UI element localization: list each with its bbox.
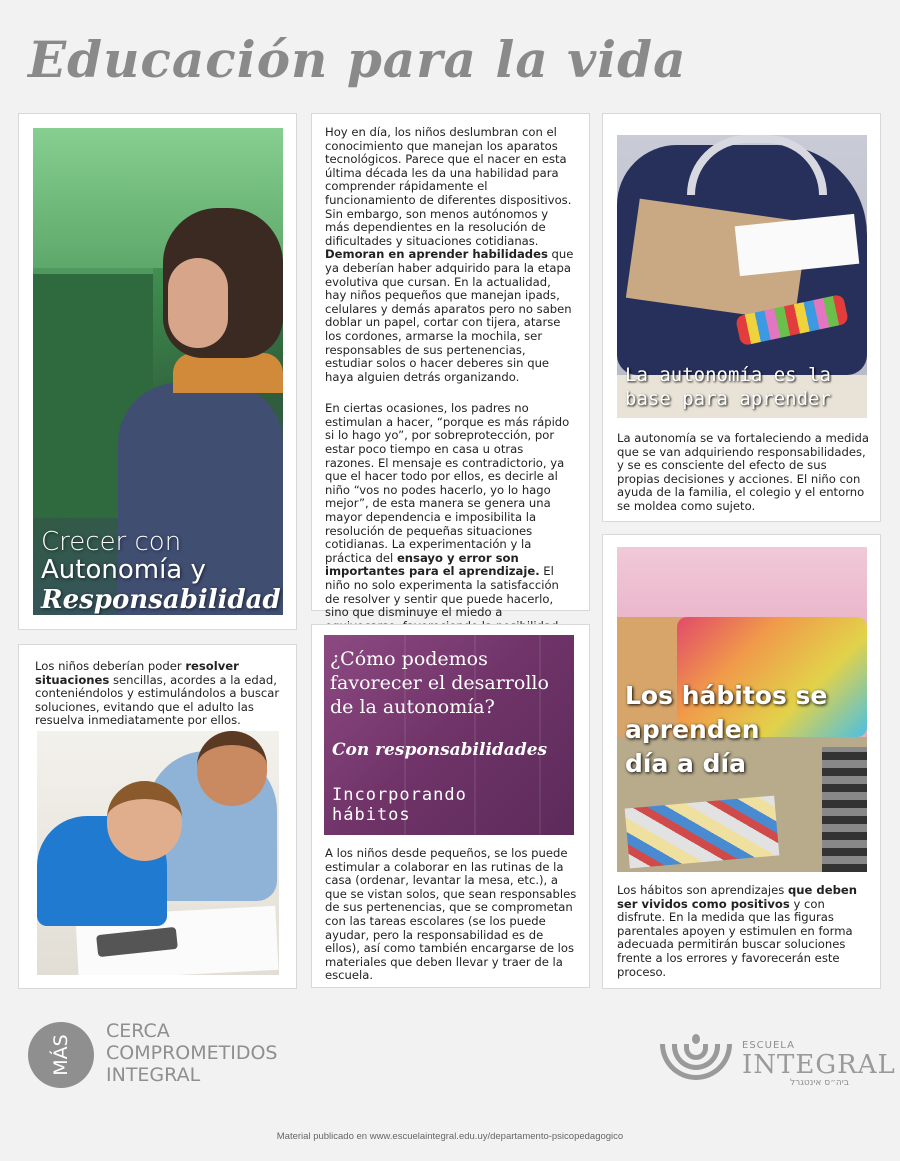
como-text: A los niños desde pequeños, se los puede estimular a colaborar en las rutinas de la casa (ordenar, levantar la mesa, etc.), a que se vistan solos, que sean responsables de sus pertenencias, que se comprometan con las tareas escolares (se los puede ayudar, pero la responsabilidad es de ellos), así como también encargarse de los materiales que deben llevar y traer de la escuela. [325,846,577,983]
bold-span: que deben ser vividos como positivos [617,883,857,911]
sub-heading-2 [332,785,467,825]
habitos-overlay [625,679,827,781]
logo-hebrew: ביה״ס אינטגרל [790,1078,849,1088]
logo-escuela: ESCUELA [742,1040,795,1051]
tagline-line: CERCA [106,1020,170,1042]
card-resolver [18,644,297,989]
text-span: Hoy en día, los niños deslumbran con el conocimiento que manejan los aparatos tecnológicos. Parece que el nacer en esta última década les da una habilidad para comprender rápidamente el funcionamiento de diferentes dispositivos. Sin embargo, son menos autónomos y más dependientes en la resolución de dificultades y situaciones cotidianas. [325,125,572,248]
overlay-line: Autonomía y [41,555,206,585]
father-son-photo [37,731,279,975]
mas-logo [28,1022,94,1088]
flame-icon [692,1034,700,1044]
text-span: Los niños deberían poder [35,659,186,673]
page-title: Educación para la vida [28,30,687,89]
text-span: En ciertas ocasiones, los padres no estimulan a hacer, “porque es más rápido si lo hago yo”, por sobreprotección, por estar poco tiempo en casa u otras razones. El mensaje es contradictorio, ya que el hacer todo por ellos, es decirle al niño “vos no podes hacerlo, yo lo hago mejor”, de esta manera se genera una mayor dependencia e imposibilita la resolución de pequeñas situaciones cotidianas. La experimentación y la práctica del [325,401,570,565]
tagline [106,1020,277,1086]
paragraph [325,402,575,647]
girl-photo [33,128,283,615]
escuela-integral-logo [660,1034,896,1088]
overlay-line: Crecer con [41,527,182,557]
purple-locker-panel [324,635,574,835]
bold-span: Demoran en aprender habilidades [325,247,548,262]
autonomia-text: La autonomía se va fortaleciendo a medida que se van adquiriendo responsabilidades, y se es consciente del efecto de sus propias decisiones y acciones. El niño con ayuda de la familia, el colegio y el entorno se moldea como sujeto. [617,431,870,513]
question-block [330,647,549,719]
card-habitos [602,534,881,989]
messy-room-photo [617,547,867,872]
tagline-line: COMPROMETIDOS [106,1042,278,1064]
overlay-line: día a día [625,749,746,778]
overlay-line: Los hábitos se [625,681,828,710]
bold-span: ensayo y error son importantes para el aprendizaje. [325,550,540,579]
published-note: Material publicado en www.escuelaintegral.edu.uy/departamento-psicopedagogico [276,1131,624,1142]
text-span: y con disfrute. En la medida que las figuras parentales apoyen y estimulen en forma adecuada permitirán buscar soluciones frente a los errores y favorecerán este proceso. [617,896,853,979]
tagline-line: INTEGRAL [106,1064,201,1086]
sub-line: hábitos [332,805,411,825]
crecer-overlay [41,528,281,615]
overlay-line: Responsabilidad [41,585,281,615]
backpack-photo [617,135,867,418]
text-span: sencillas, acordes a la edad, conteniéndolos y estimulándolos a buscar soluciones, evitando que el adulto las resuelva inmediatamente por ellos. [35,672,280,728]
overlay-line: base para aprender [625,388,831,410]
question-line: de la autonomía? [330,696,495,718]
overlay-line: aprenden [625,715,760,744]
autonomia-overlay [625,363,831,411]
mas-text: MÁS [50,1034,72,1076]
question-line: ¿Cómo podemos [330,648,488,670]
card-main-text [311,113,590,620]
resolver-text [35,660,285,728]
overlay-line: La autonomía es la [625,364,831,386]
paragraph [325,126,575,384]
sub-line: Incorporando [332,785,467,805]
sub-heading-1: Con responsabilidades [332,740,548,760]
text-span: que ya deberían haber adquirido para la etapa evolutiva que cursan. En la actualidad, hay niños pequeños que manejan ipads, celulares y demás aparatos pero no saben doblar un papel, cortar con tijera, atarse los cordones, armarse la mochila, ser responsables de sus pertenencias, estudiar solos o hacer deberes sin que haya alguien detrás organizando. [325,247,574,384]
logo-integral: INTEGRAL [742,1050,896,1080]
text-span: Los hábitos son aprendizajes [617,883,788,897]
card-autonomia [602,113,881,522]
card-como [311,624,590,988]
question-line: favorecer el desarrollo [330,672,549,694]
habitos-text [617,884,871,979]
text-span: El niño no solo experimenta la satisfacción de resolver y sentir que puede hacerlo, sino que disminuye el miedo a [325,564,559,620]
bold-span: resolver situaciones [35,659,239,687]
card-crecer [18,113,297,630]
